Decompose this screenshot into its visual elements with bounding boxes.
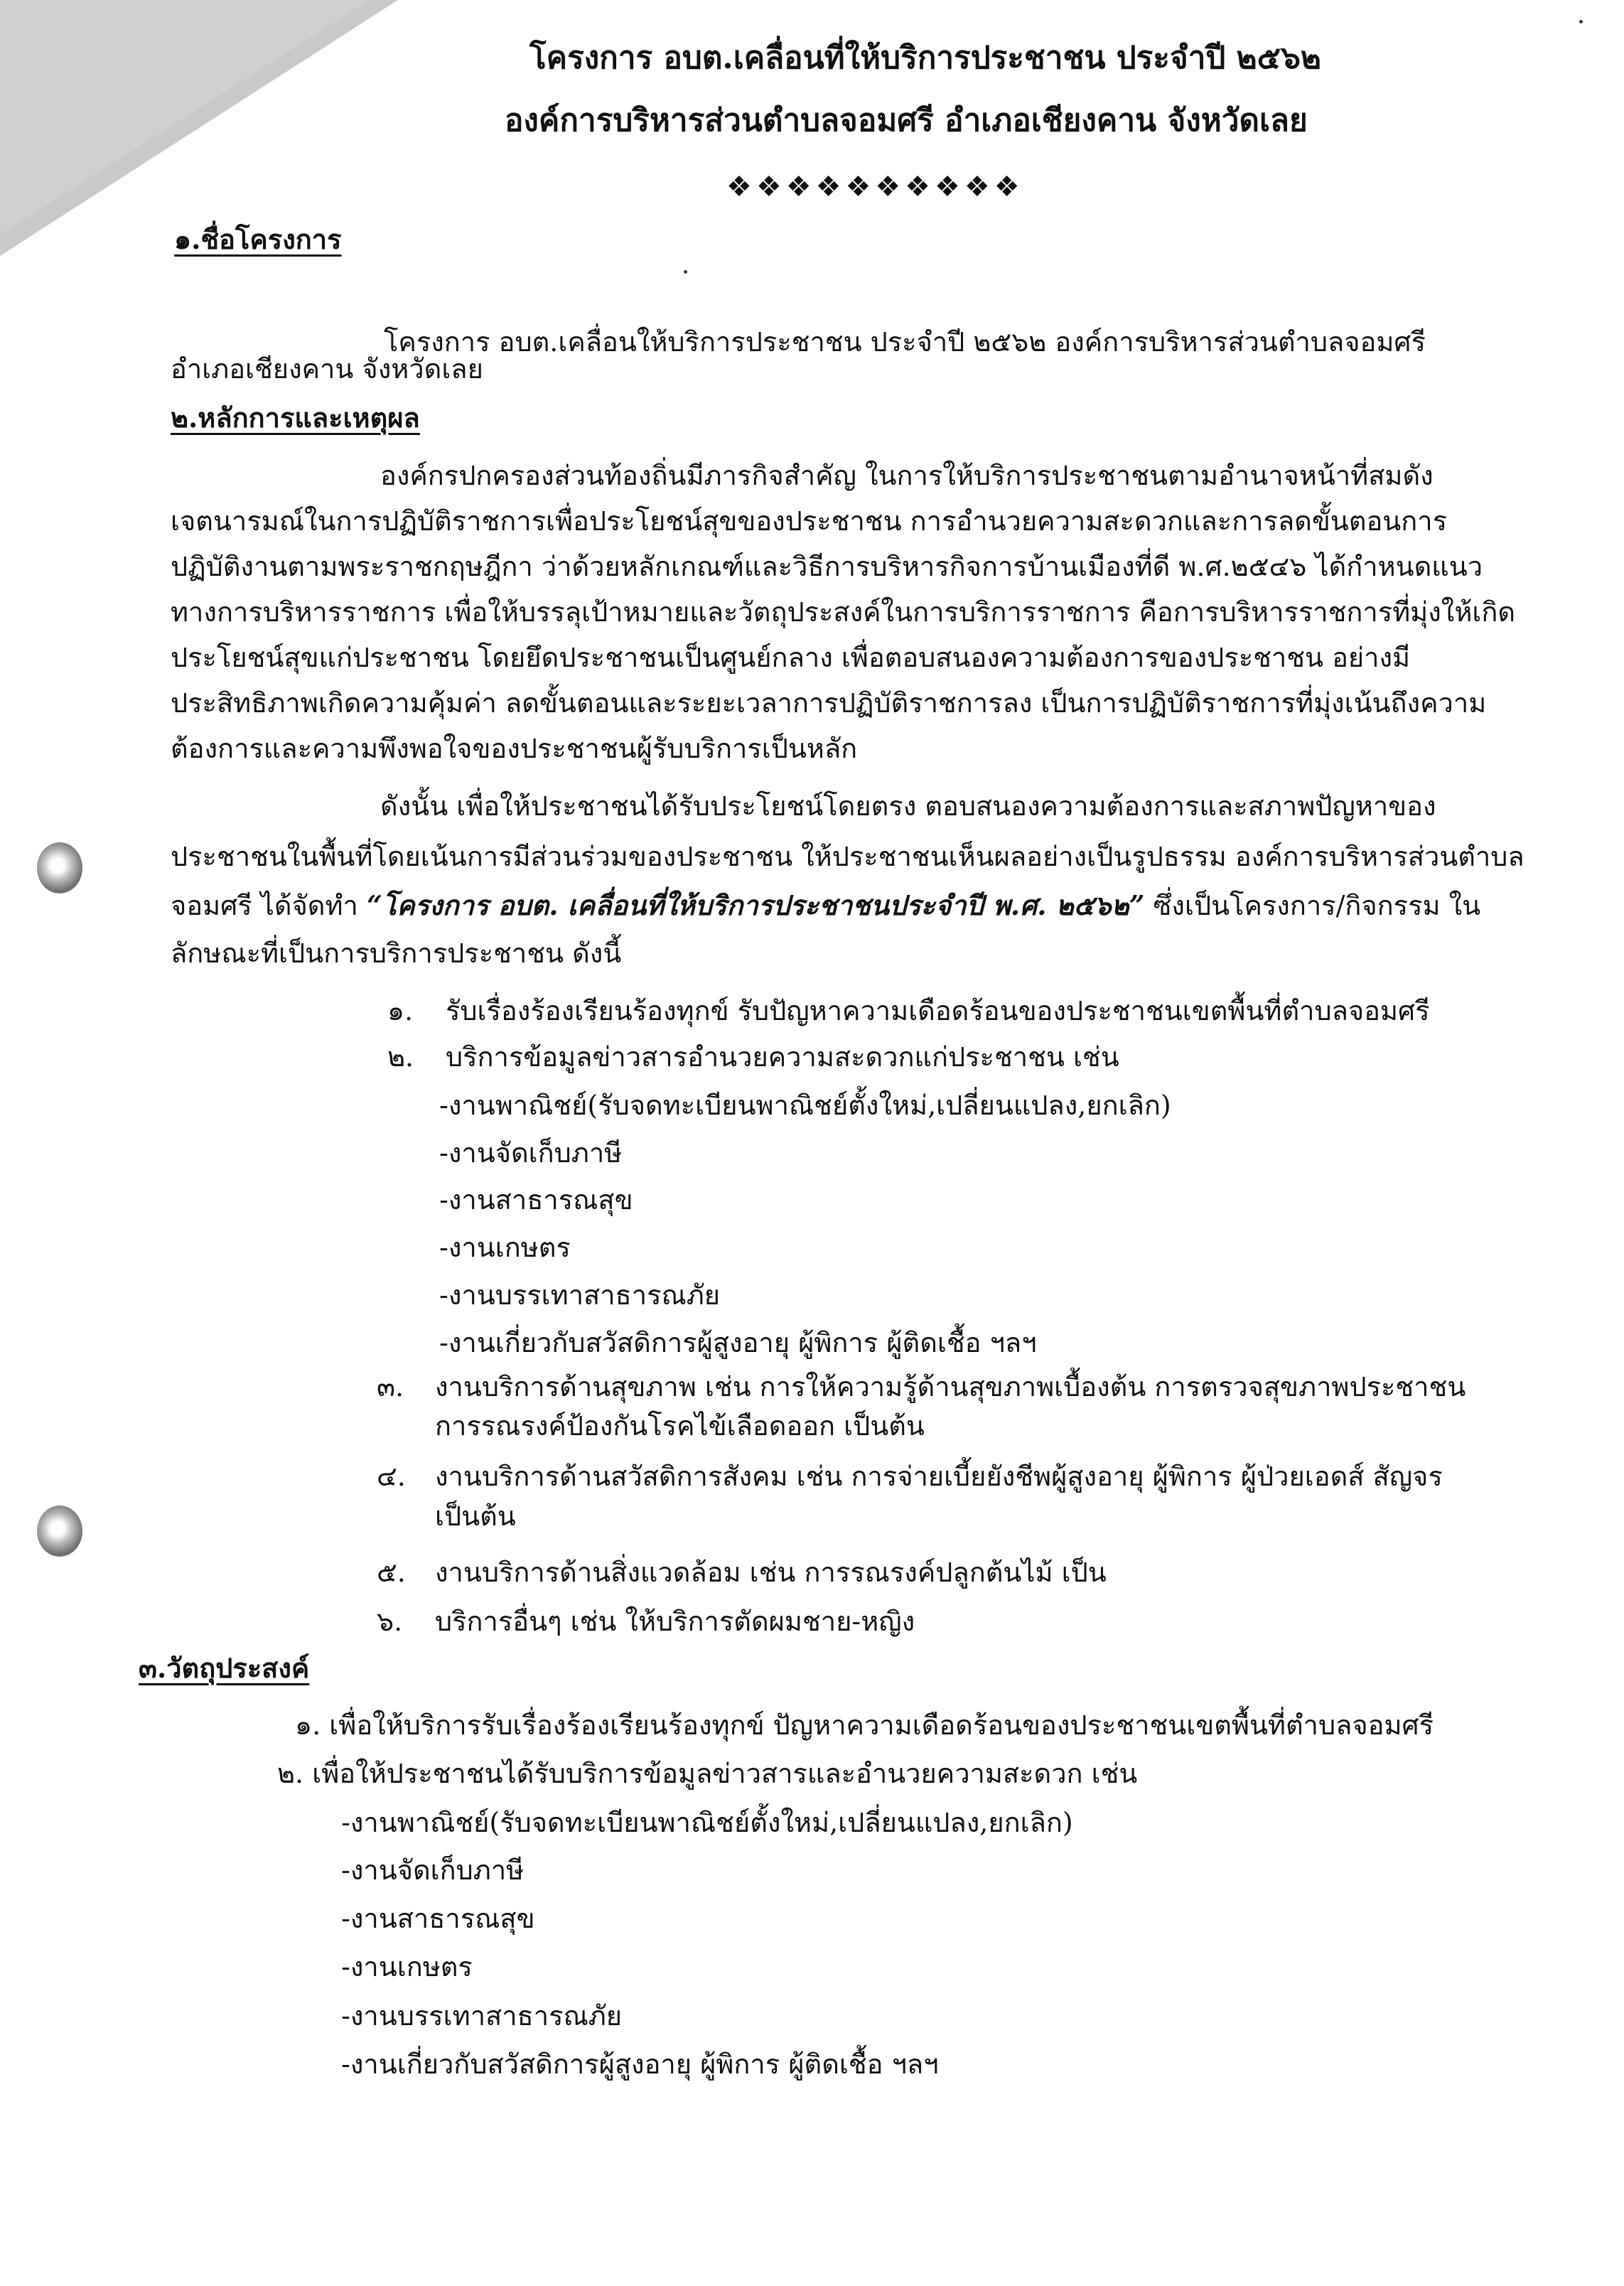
rationale-line: ปฏิบัติงานตามพระราชกฤษฎีกา ว่าด้วยหลักเกณฑ์และวิธีการบริหารกิจการบ้านเมืองที่ดี พ.ศ.๒๕๔๖ ได้กำหนดแนว: [171, 551, 1483, 582]
document-title: โครงการ อบต.เคลื่อนที่ให้บริการประชาชน ประจำปี ๒๕๖๒: [529, 40, 1321, 76]
document-subtitle: องค์การบริหารส่วนตำบลจอมศรี อำเภอเชียงคาน จังหวัดเลย: [505, 102, 1308, 139]
project-name-line: อำเภอเชียงคาน จังหวัดเลย: [171, 353, 483, 385]
service-item-number: ๖.: [377, 1606, 403, 1637]
service-item-number: ๒.: [387, 1041, 414, 1073]
rationale-line: ต้องการและความพึงพอใจของประชาชนผู้รับบริการเป็นหลัก: [171, 733, 858, 764]
rationale-line: ทางการบริหารราชการ เพื่อให้บรรลุเป้าหมายและวัตถุประสงค์ในการบริการราชการ คือการบริหารราชการที่มุ่งให้เกิด: [171, 596, 1516, 628]
service-item-text: รับเรื่องร้องเรียนร้องทุกข์ รับปัญหาความเดือดร้อนของประชาชนเขตพื้นที่ตำบลจอมศรี: [446, 995, 1430, 1026]
objective-line: ๒. เพื่อให้ประชาชนได้รับบริการข้อมูลข่าวสารและอำนวยความสะดวก เช่น: [277, 1758, 1138, 1789]
service-item-number: ๓.: [377, 1371, 404, 1402]
objective-subitem: -งานเกษตร: [341, 1951, 473, 1982]
objective-subitem: -งานจัดเก็บภาษี: [341, 1855, 525, 1886]
service-item-text: งานบริการด้านสุขภาพ เช่น การให้ความรู้ด้านสุขภาพเบื้องต้น การตรวจสุขภาพประชาชน: [435, 1371, 1466, 1402]
project-name-line: โครงการ อบต.เคลื่อนให้บริการประชาชน ประจำปี ๒๕๖๒ องค์การบริหารส่วนตำบลจอมศรี: [384, 326, 1426, 358]
service-subitem: -งานเกษตร: [439, 1232, 571, 1263]
rationale-line: ดังนั้น เพื่อให้ประชาชนได้รับประโยชน์โดยตรง ตอบสนองความต้องการและสภาพปัญหาของ: [380, 790, 1436, 822]
service-item-text: งานบริการด้านสิ่งแวดล้อม เช่น การรณรงค์ปลูกต้นไม้ เป็น: [435, 1557, 1107, 1588]
service-subitem: -งานจัดเก็บภาษี: [439, 1137, 623, 1169]
scan-speck: [1579, 20, 1583, 23]
title-ornament: ❖❖❖❖❖❖❖❖❖❖: [726, 171, 1024, 203]
service-item-text: บริการอื่นๆ เช่น ให้บริการตัดผมชาย-หญิง: [435, 1606, 915, 1637]
rationale-line: เจตนารมณ์ในการปฏิบัติราชการเพื่อประโยชน์สุขของประชาชน การอำนวยความสะดวกและการลดขั้นตอนการ: [171, 505, 1448, 537]
punch-hole-top: [37, 842, 82, 894]
objective-subitem: -งานเกี่ยวกับสวัสดิการผู้สูงอายุ ผู้พิการ ผู้ติดเชื้อ ฯลฯ: [341, 2049, 939, 2080]
punch-hole-bottom: [37, 1506, 82, 1557]
section-2-heading: ๒.หลักการและเหตุผล: [171, 402, 420, 434]
service-item-number: ๔.: [377, 1461, 406, 1492]
rationale-line: ประชาชนในพื้นที่โดยเน้นการมีส่วนร่วมของประชาชน ให้ประชาชนเห็นผลอย่างเป็นรูปธรรม องค์การบริหารส่วนตำบล: [171, 841, 1524, 872]
service-item-text: บริการข้อมูลข่าวสารอำนวยความสะดวกแก่ประชาชน เช่น: [446, 1041, 1119, 1073]
section-3-heading: ๓.วัตถุประสงค์: [139, 1652, 310, 1684]
service-item-text-cont: การรณรงค์ป้องกันโรคไข้เลือดออก เป็นต้น: [435, 1410, 925, 1442]
objective-subitem: -งานสาธารณสุข: [341, 1903, 535, 1934]
objective-line: ๑. เพื่อให้บริการรับเรื่องร้องเรียนร้องทุกข์ ปัญหาความเดือดร้อนของประชาชนเขตพื้นที่ตำบลจอมศรี: [295, 1710, 1434, 1741]
rationale-line: องค์กรปกครองส่วนท้องถิ่นมีภารกิจสำคัญ ในการให้บริการประชาชนตามอำนาจหน้าที่สมดัง: [380, 460, 1434, 491]
service-subitem: -งานบรรเทาสาธารณภัย: [439, 1279, 721, 1311]
service-subitem: -งานพาณิชย์(รับจดทะเบียนพาณิชย์ตั้งใหม่,เปลี่ยนแปลง,ยกเลิก): [439, 1090, 1171, 1121]
project-quote: “โครงการ อบต. เคลื่อนที่ให้บริการประชาชนประจำปี พ.ศ. ๒๕๖๒”: [366, 889, 1145, 921]
service-item-text: งานบริการด้านสวัสดิการสังคม เช่น การจ่ายเบี้ยยังชีพผู้สูงอายุ ผู้พิการ ผู้ป่วยเอดส์ สัญจร: [435, 1461, 1443, 1492]
rationale-line: ประสิทธิภาพเกิดความคุ้มค่า ลดขั้นตอนและระยะเวลาการปฏิบัติราชการลง เป็นการปฏิบัติราชการที่มุ่งเน้นถึงความ: [171, 687, 1487, 719]
rationale-line-project-quote: [171, 889, 1481, 921]
service-subitem: -งานเกี่ยวกับสวัสดิการผู้สูงอายุ ผู้พิการ ผู้ติดเชื้อ ฯลฯ: [439, 1327, 1037, 1358]
rationale-line: ประโยชน์สุขแก่ประชาชน โดยยึดประชาชนเป็นศูนย์กลาง เพื่อตอบสนองความต้องการของประชาชน อย่างมี: [171, 642, 1411, 673]
service-item-text-cont: เป็นต้น: [435, 1501, 516, 1532]
objective-subitem: -งานพาณิชย์(รับจดทะเบียนพาณิชย์ตั้งใหม่,เปลี่ยนแปลง,ยกเลิก): [341, 1807, 1073, 1838]
service-item-number: ๑.: [387, 995, 414, 1026]
objective-subitem: -งานบรรเทาสาธารณภัย: [341, 2000, 623, 2032]
scan-speck: [684, 270, 687, 274]
quote-prefix: จอมศรี ได้จัดทำ: [171, 890, 367, 921]
quote-suffix: ซึ่งเป็นโครงการ/กิจกรรม ใน: [1144, 890, 1481, 921]
service-item-number: ๕.: [377, 1557, 406, 1588]
page-fold-corner: [0, 0, 370, 235]
service-subitem: -งานสาธารณสุข: [439, 1184, 633, 1216]
section-1-heading: ๑.ชื่อโครงการ: [174, 223, 342, 255]
rationale-line: ลักษณะที่เป็นการบริการประชาชน ดังนี้: [171, 938, 622, 969]
